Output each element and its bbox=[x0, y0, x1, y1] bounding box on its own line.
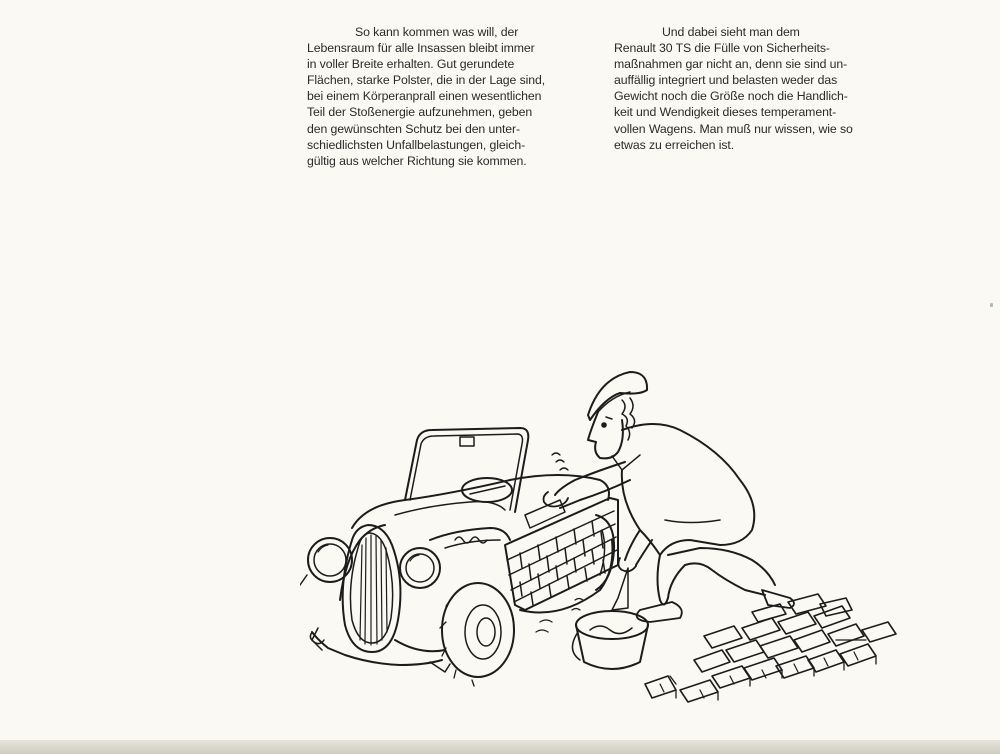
text-line: Teil der Stoßenergie aufzunehmen, geben bbox=[307, 105, 533, 120]
bricklayer-man bbox=[536, 372, 794, 632]
text-line: vollen Wagens. Man muß nur wissen, wie so bbox=[614, 121, 853, 136]
text-line: So kann kommen was will, der bbox=[355, 25, 519, 39]
car-wheel-front bbox=[440, 583, 514, 686]
text-line: Renault 30 TS die Fülle von Sicherheits- bbox=[614, 41, 830, 56]
text-line: Gewicht noch die Größe noch die Handlich- bbox=[614, 89, 848, 104]
text-line: bei einem Körperanprall einen wesentlichen bbox=[307, 89, 542, 104]
paper-speck bbox=[990, 303, 993, 307]
man-coat bbox=[622, 424, 754, 555]
brick-wall bbox=[505, 498, 618, 610]
brick-pile bbox=[645, 594, 896, 702]
car-headlight-left bbox=[300, 538, 352, 585]
car-grille bbox=[343, 525, 401, 652]
text-line: in voller Breite erhalten. Gut gerundete bbox=[307, 57, 515, 72]
text-line: Lebensraum für alle Insassen bleibt immer bbox=[307, 41, 535, 56]
mortar-bucket bbox=[572, 611, 648, 669]
text-line: etwas zu erreichen ist. bbox=[614, 137, 735, 152]
text-line: gültig aus welcher Richtung sie kommen. bbox=[307, 153, 527, 168]
cartoon-illustration bbox=[300, 360, 910, 710]
text-column-right bbox=[614, 24, 914, 153]
page-bottom-edge bbox=[0, 740, 1000, 754]
man-face bbox=[588, 412, 623, 458]
text-line: keit und Wendigkeit dieses temperament- bbox=[614, 105, 837, 120]
man-legs bbox=[658, 555, 766, 605]
text-line: Flächen, starke Polster, die in der Lage sind, bbox=[307, 73, 546, 88]
car-headlight-right bbox=[400, 548, 440, 588]
text-column-left bbox=[307, 24, 607, 169]
text-line: auffällig integriert und belasten weder das bbox=[614, 73, 838, 88]
text-line: maßnahmen gar nicht an, denn sie sind un- bbox=[614, 57, 848, 72]
text-line: schiedlichsten Unfallbelastungen, gleich- bbox=[307, 137, 526, 152]
text-line: Und dabei sieht man dem bbox=[662, 25, 800, 39]
text-line: den gewünschten Schutz bei den unter- bbox=[307, 121, 521, 136]
